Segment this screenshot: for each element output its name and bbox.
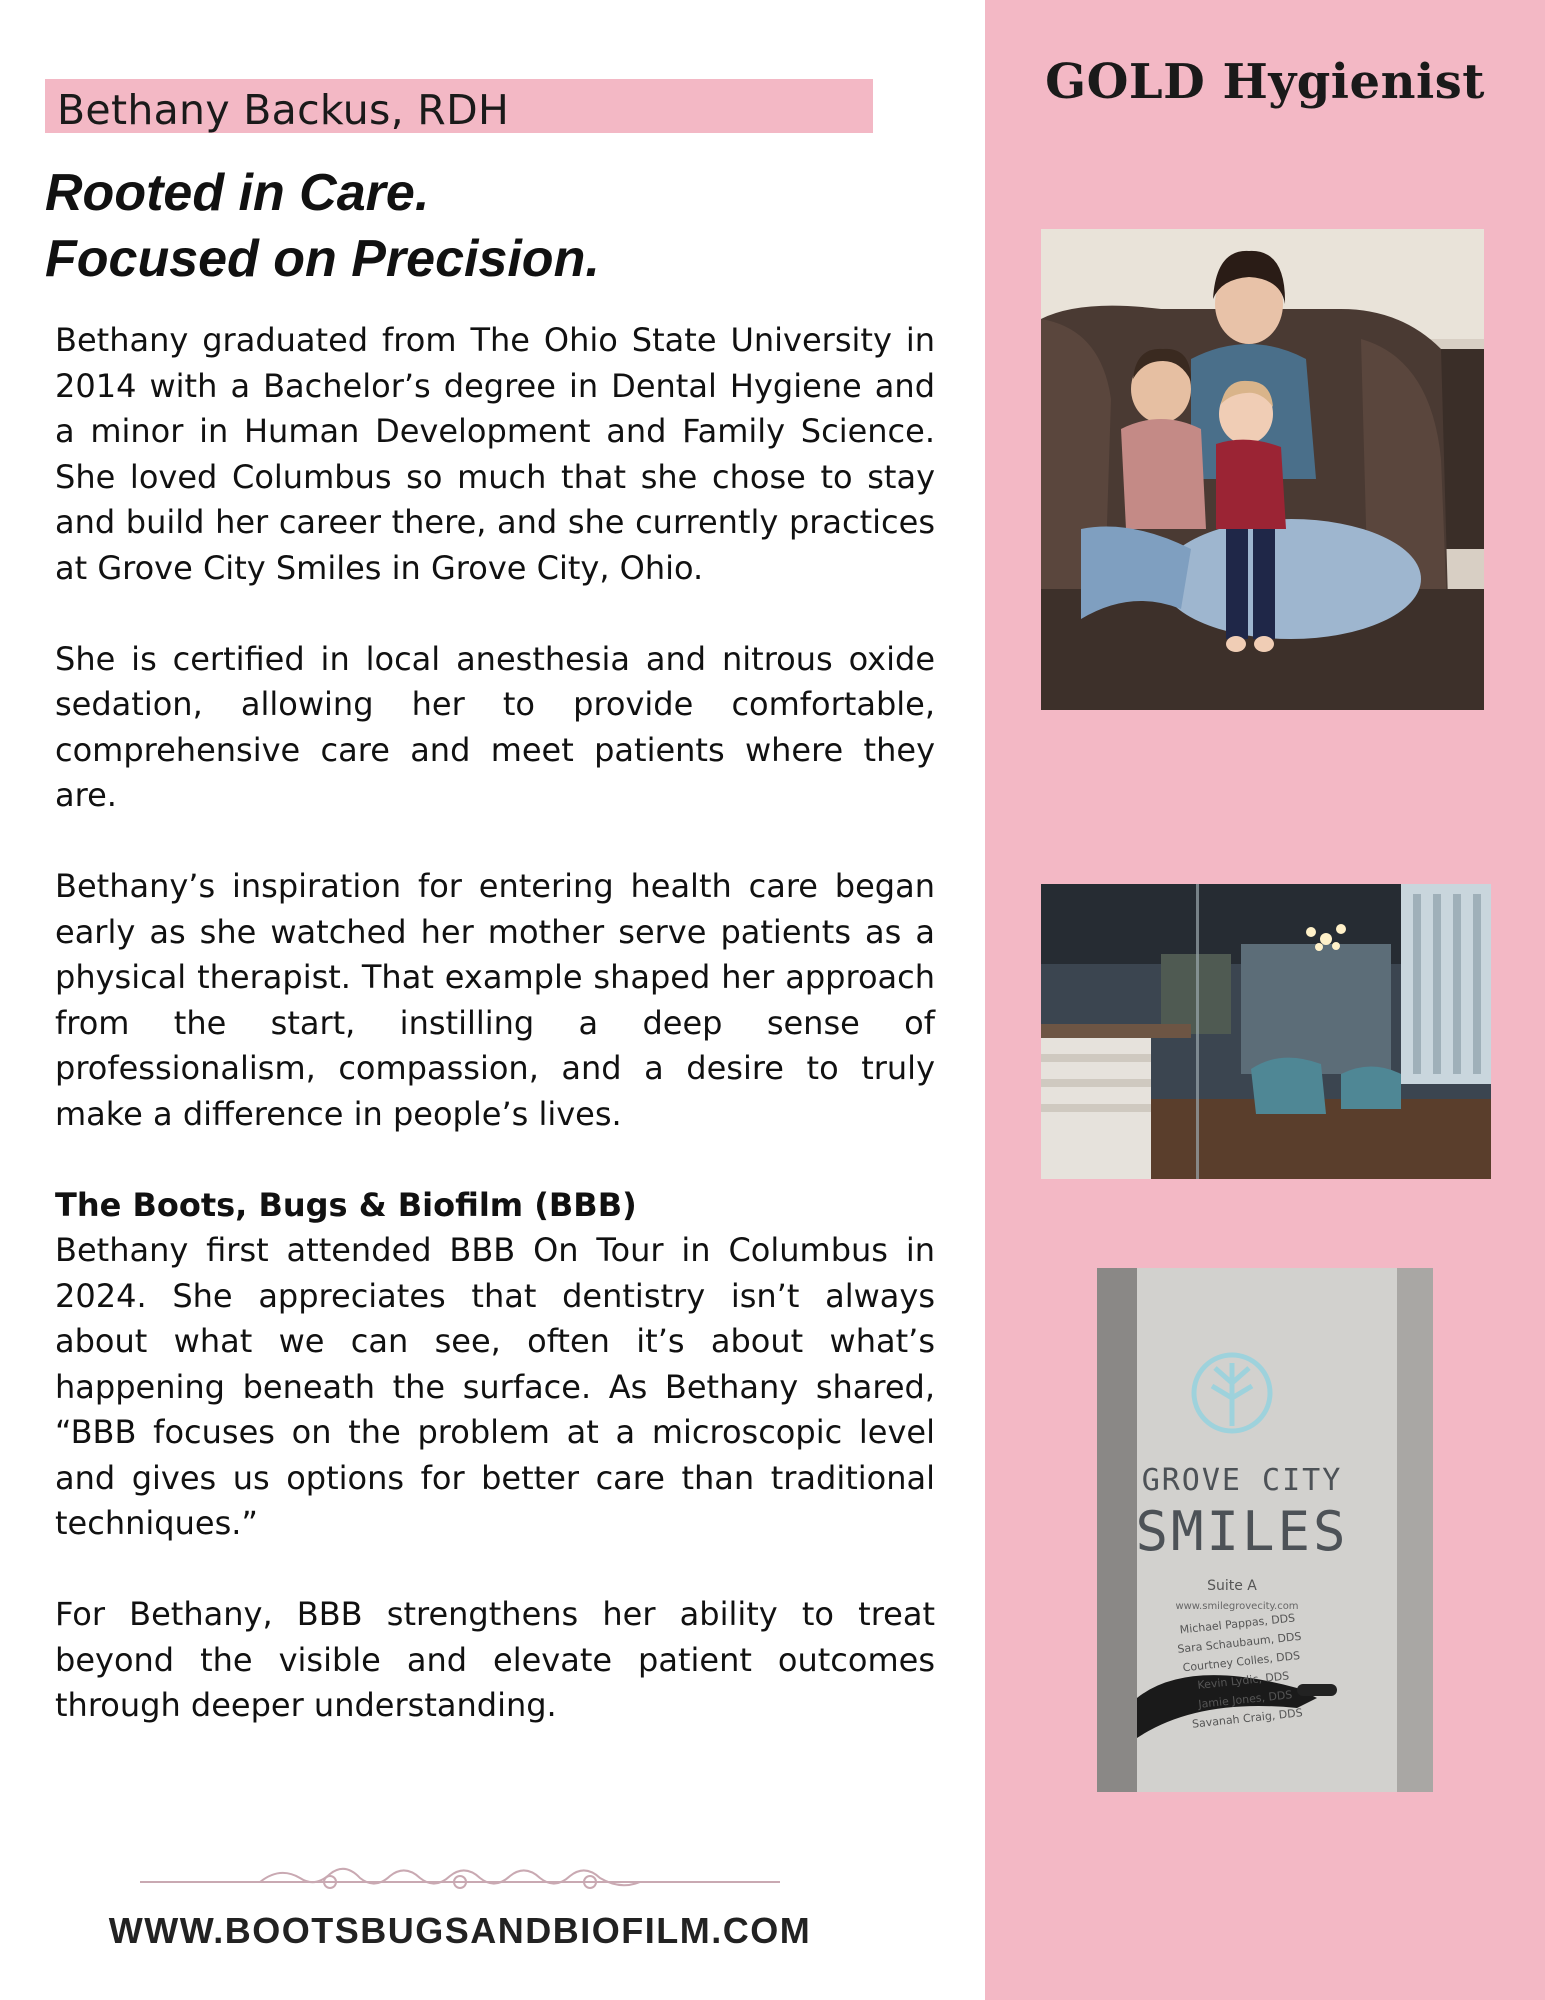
ornamental-divider: [140, 1860, 780, 1896]
door-sign-doctors: [1127, 1603, 1358, 1739]
bbb-subheading: The Boots, Bugs & Biofilm (BBB): [55, 1185, 637, 1224]
family-photo: [1041, 229, 1484, 710]
paragraph-education: Bethany graduated from The Ohio State University in 2014 with a Bachelor’s degree in Dental Hygiene and a minor in Human Development and Family Science. She loved Columbus so much that she chose to stay and build her career there, and she currently practices at Grove City Smiles in Grove City, Ohio.: [55, 321, 935, 587]
door-sign-suite: Suite A: [1207, 1578, 1257, 1594]
door-sign-line-2: SMILES: [1135, 1500, 1349, 1563]
doctor-name: Savanah Craig, DDS: [1191, 1706, 1304, 1731]
grove-city-smiles-door-photo: [1097, 1268, 1433, 1792]
doctor-name: Sara Schaubaum, DDS: [1176, 1629, 1302, 1656]
website-link[interactable]: WWW.BOOTSBUGSANDBIOFILM.COM: [108, 1910, 812, 1951]
office-interior-photo: [1041, 884, 1491, 1179]
paragraph-certifications: She is certified in local anesthesia and nitrous oxide sedation, allowing her to provide comfortable, comprehensive care and meet patients where they are.: [55, 639, 935, 814]
door-sign-url: www.smilegrovecity.com: [1175, 1601, 1299, 1612]
gold-hygienist-title: GOLD Hygienist: [1045, 54, 1485, 110]
paragraph-bbb-experience: Bethany first attended BBB On Tour in Columbus in 2024. She appreciates that dentistry isn’t always about what we can see, often it’s about what’s happening beneath the surface. As Bethany shared, “BBB focuses on the problem at a microscopic level and gives us options for better care than traditional techniques.”: [55, 1231, 935, 1542]
headline: [45, 160, 600, 292]
door-sign-line-1: GROVE CITY: [1141, 1463, 1343, 1498]
headline-line-1: Rooted in Care.: [45, 164, 430, 222]
hygienist-name: Bethany Backus, RDH: [57, 86, 510, 134]
doctor-name: Courtney Colles, DDS: [1182, 1649, 1301, 1675]
doctor-name: Jamie Jones, DDS: [1197, 1688, 1293, 1711]
doctor-name: Kevin Lydic, DDS: [1196, 1669, 1290, 1692]
headline-line-2: Focused on Precision.: [45, 230, 600, 288]
article-body: [55, 318, 935, 1774]
paragraph-inspiration: Bethany’s inspiration for entering health care began early as she watched her mother serve patients as a physical therapist. That example shaped her approach from the start, instilling a deep sense of professionalism, compassion, and a desire to truly make a difference in people’s lives.: [55, 867, 935, 1133]
doctor-name: Michael Pappas, DDS: [1179, 1611, 1296, 1637]
bbb-section: [55, 1183, 935, 1547]
paragraph-bbb-impact: For Bethany, BBB strengthens her ability to treat beyond the visible and elevate patient outcomes through deeper understanding.: [55, 1595, 935, 1724]
